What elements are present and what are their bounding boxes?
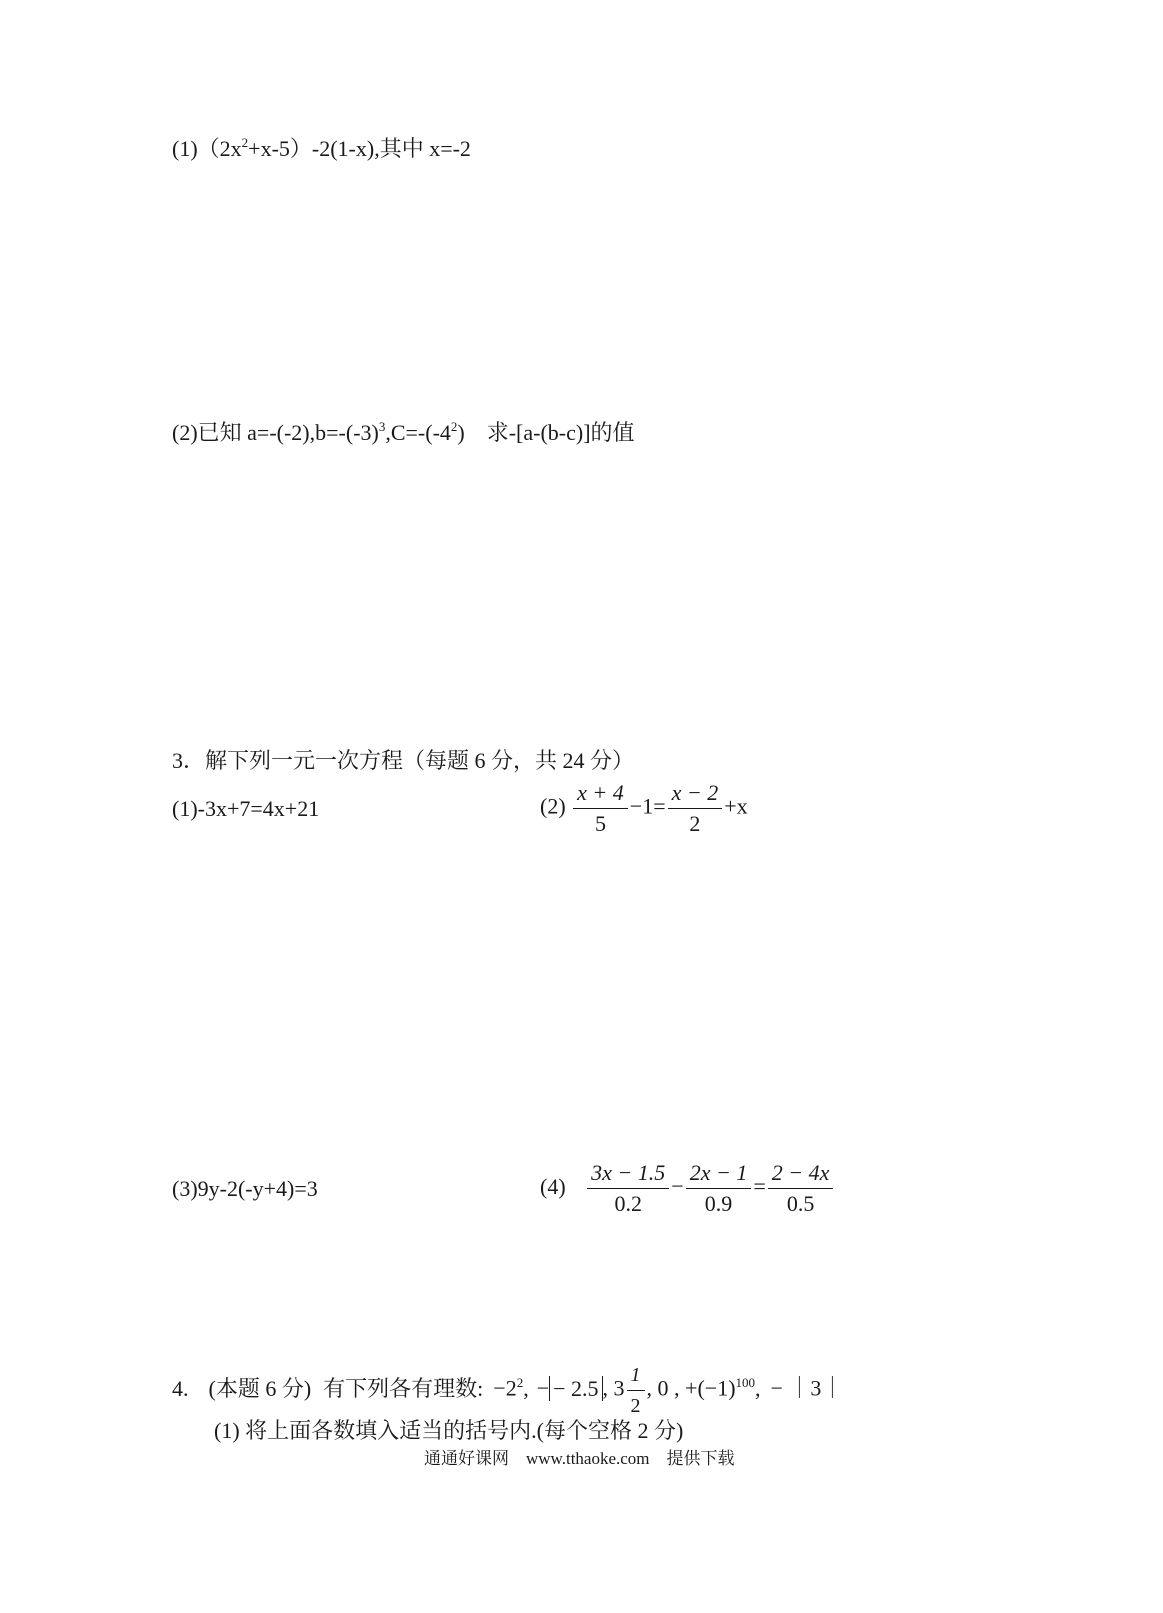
q2-part2-exponent-1: 3 bbox=[378, 419, 386, 434]
q3-equation-2-label: (2) bbox=[540, 793, 566, 819]
q3-equation-4-fraction-3 bbox=[768, 1160, 834, 1217]
q4-sub-question-1: (1) 将上面各数填入适当的括号内.(每个空格 2 分) bbox=[214, 1418, 684, 1443]
separator: , bbox=[755, 1375, 761, 1401]
q4-number-5-exponent: 100 bbox=[735, 1374, 756, 1390]
q3-heading: 3．解下列一元一次方程（每题 6 分，共 24 分） bbox=[172, 748, 635, 773]
q4-number: 4. bbox=[172, 1375, 189, 1401]
q3-equation-4-minus: − bbox=[671, 1173, 684, 1199]
fraction-numerator: 2x − 1 bbox=[689, 1160, 748, 1185]
q4-number-6: − ｜3｜ bbox=[770, 1375, 844, 1401]
q4-number-2-absolute: − 2.5 bbox=[549, 1376, 602, 1401]
q2-part2-exponent-2: 2 bbox=[450, 419, 458, 434]
separator: , bbox=[523, 1375, 529, 1401]
q4-intro-line bbox=[172, 1362, 843, 1419]
q2-part1-exponent: 2 bbox=[241, 135, 249, 150]
q4-intro: 有下列各有理数: bbox=[323, 1375, 484, 1401]
fraction-denominator: 2 bbox=[630, 1395, 641, 1417]
fraction-denominator: 0.2 bbox=[614, 1191, 642, 1216]
q4-number-2-sign: − bbox=[536, 1375, 550, 1401]
q3-equation-1: (1)-3x+7=4x+21 bbox=[172, 796, 320, 821]
separator: , 3 bbox=[602, 1375, 625, 1401]
q3-equation-2 bbox=[540, 780, 748, 837]
fraction-numerator: 2 − 4x bbox=[771, 1160, 830, 1185]
q2-part2-rest: ) 求-[a-(b-c)]的值 bbox=[457, 420, 635, 445]
q3-equation-2-fraction-1 bbox=[573, 780, 628, 837]
q4-number-1-exponent: 2 bbox=[516, 1374, 524, 1390]
fraction-numerator: x + 4 bbox=[577, 780, 624, 805]
q3-equation-3: (3)9y-2(-y+4)=3 bbox=[172, 1176, 318, 1201]
q2-part1-rest: +x-5）-2(1-x),其中 x=-2 bbox=[248, 136, 471, 161]
q3-equation-2-fraction-2 bbox=[668, 780, 723, 837]
q3-equation-4-equals: = bbox=[753, 1173, 766, 1199]
q4-mixed-fraction bbox=[627, 1362, 645, 1419]
q4-score: (本题 6 分) bbox=[208, 1375, 312, 1401]
fraction-numerator: 3x − 1.5 bbox=[591, 1160, 666, 1185]
q3-equation-4-label: (4) bbox=[540, 1173, 566, 1199]
page-footer: 通通好课网 www.tthaoke.com 提供下载 bbox=[424, 1449, 735, 1468]
q4-number-1: −2 bbox=[493, 1375, 517, 1401]
q2-part2-mid: ,C=-(-4 bbox=[385, 420, 451, 445]
fraction-numerator: 1 bbox=[630, 1364, 641, 1386]
fraction-denominator: 0.5 bbox=[786, 1191, 815, 1216]
q2-part2 bbox=[172, 418, 635, 451]
fraction-denominator: 2 bbox=[689, 811, 701, 836]
q2-part1-label: (1)（2x bbox=[172, 136, 242, 161]
q3-equation-4-fraction-1 bbox=[587, 1160, 669, 1217]
q2-part1 bbox=[172, 134, 471, 167]
separator: , 0 , +(−1) bbox=[646, 1375, 736, 1401]
fraction-numerator: x − 2 bbox=[671, 780, 719, 805]
q3-equation-4-fraction-2 bbox=[686, 1160, 752, 1217]
q3-equation-2-rest: +x bbox=[724, 793, 748, 819]
fraction-denominator: 5 bbox=[594, 811, 606, 836]
q3-equation-2-mid: −1= bbox=[629, 793, 666, 819]
fraction-denominator: 0.9 bbox=[704, 1191, 733, 1216]
q2-part2-label: (2)已知 a=-(-2),b=-(-3) bbox=[172, 420, 379, 445]
q3-equation-4 bbox=[540, 1160, 835, 1217]
